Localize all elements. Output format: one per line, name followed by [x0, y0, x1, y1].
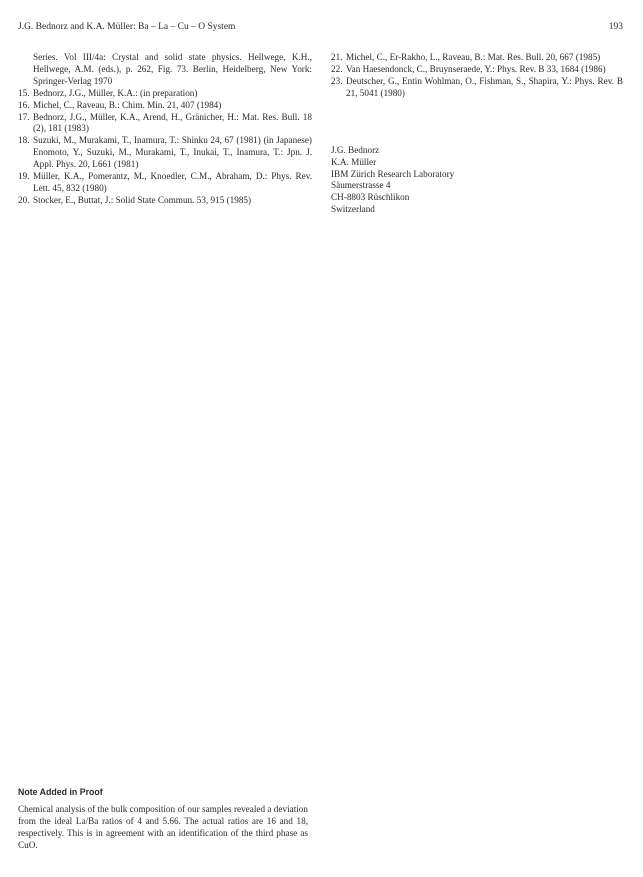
- reference-item: [331, 64, 623, 76]
- reference-text: Deutscher, G., Entin Wohlman, O., Fishman, S., Shapira, Y.: Phys. Rev. B 21, 5041 (1980): [346, 75, 623, 98]
- reference-number: 23.: [331, 75, 343, 86]
- address-line: Säumerstrasse 4: [331, 180, 391, 191]
- reference-item: [18, 88, 312, 100]
- reference-text: Michel, C., Raveau, B.: Chim. Min. 21, 407 (1984): [33, 99, 222, 110]
- reference-item: [331, 76, 623, 100]
- reference-number: 15.: [18, 87, 30, 98]
- reference-number: 21.: [331, 52, 343, 62]
- reference-number: 22.: [331, 63, 343, 74]
- reference-item: [331, 52, 623, 64]
- reference-number: 16.: [18, 99, 30, 110]
- page-header: [18, 22, 623, 36]
- reference-item: [18, 100, 312, 112]
- reference-item: [18, 135, 312, 171]
- reference-item: [18, 112, 312, 136]
- reference-item: [18, 171, 312, 195]
- address-line: CH-8803 Rüschlikon: [331, 192, 410, 203]
- reference-text: Müller, K.A., Pomerantz, M., Knoedler, C.M., Abraham, D.: Phys. Rev. Lett. 45, 832 (1980): [33, 171, 312, 193]
- author-address: [331, 145, 454, 216]
- reference-text: Michel, C., Er-Rakho, L., Raveau, B.: Mat. Res. Bull. 20, 667 (1985): [346, 52, 601, 62]
- address-line: Switzerland: [331, 203, 375, 214]
- reference-text: Bednorz, J.G., Müller, K.A.: (in preparation): [33, 87, 198, 98]
- reference-item: [18, 195, 312, 207]
- reference-number: 17.: [18, 111, 30, 122]
- address-line: K.A. Müller: [331, 156, 377, 167]
- address-line: J.G. Bednorz: [331, 145, 380, 155]
- note-body: Chemical analysis of the bulk composition of our samples revealed a deviation from the ideal La/Ba ratios of 4 and 5.66. The actual ratios are 16 and 18, respectively. This is in agreement with an identification of the third phase as CuO.: [18, 803, 308, 850]
- reference-item: [18, 52, 312, 88]
- reference-number: 19.: [18, 171, 30, 182]
- note-title: Note Added in Proof: [18, 787, 103, 797]
- note-added-in-proof: [18, 787, 308, 852]
- reference-number: 18.: [18, 135, 30, 146]
- reference-text: Bednorz, J.G., Müller, K.A., Arend, H., Gränicher, H.: Mat. Res. Bull. 18 (2), 181 (1983): [33, 111, 312, 134]
- references-right-column: [331, 52, 623, 100]
- running-head: J.G. Bednorz and K.A. Müller: Ba – La – Cu – O System: [18, 22, 236, 32]
- reference-text: Van Haesendonck, C., Bruynseraede, Y.: Phys. Rev. B 33, 1684 (1986): [346, 63, 606, 74]
- reference-text: Stocker, E., Buttat, J.: Solid State Commun. 53, 915 (1985): [33, 194, 252, 205]
- references-left-column: [18, 52, 312, 207]
- page-number: 193: [608, 22, 623, 32]
- reference-text: Series. Vol III/4a: Crystal and solid state physics. Hellwege, K.H., Hellwege, A.M. (eds.), p. 262, Fig. 73. Berlin, Heidelberg, New York: Springer-Verlag 1970: [33, 52, 312, 86]
- address-line: IBM Zürich Research Laboratory: [331, 168, 455, 179]
- reference-number: 20.: [18, 194, 30, 205]
- reference-text: Suzuki, M., Murakami, T., Inamura, T.: Shinku 24, 67 (1981) (in Japanese) Enomoto, Y., Suzuki, M., Murakami, T., Inukai, T., Inamura, T.: Jpn. J. Appl. Phys. 20, L661 (1981): [33, 135, 312, 170]
